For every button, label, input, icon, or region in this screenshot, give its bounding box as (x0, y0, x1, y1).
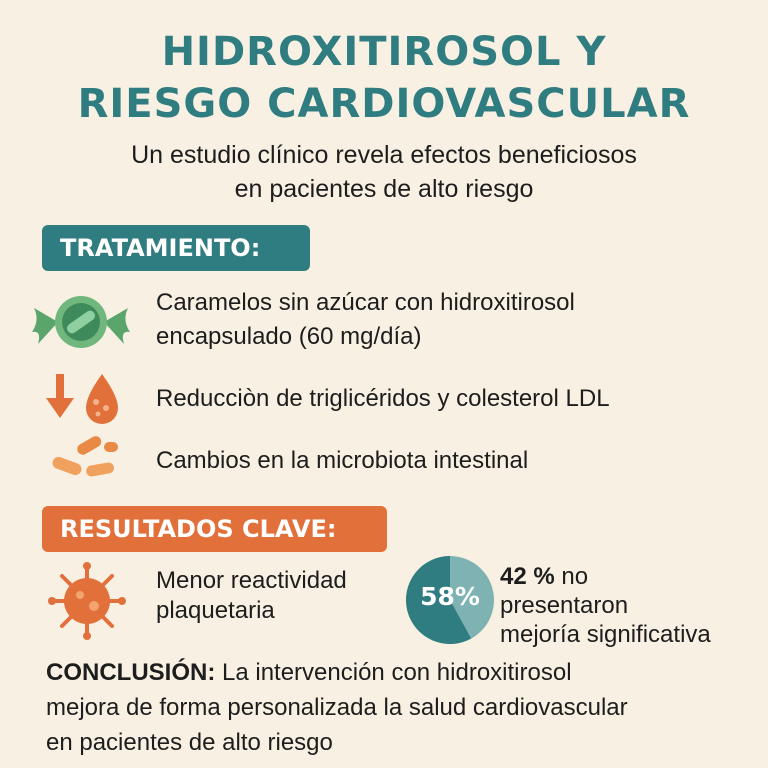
treatment-heading: TRATAMIENTO: (42, 225, 310, 271)
results-heading: RESULTADOS CLAVE: (42, 506, 387, 552)
conclusion-text-2: mejora de forma personalizada la salud cardiovascular (46, 694, 628, 721)
treatment-item-microbiota (156, 444, 528, 478)
result-platelet-line2: plaquetaria (156, 597, 275, 624)
stat-value: 42 % (500, 563, 555, 590)
treatment-item-lipids-line1: Reducciòn de triglicéridos y colesterol LDL (156, 385, 610, 412)
stat-text-1: no (554, 563, 589, 590)
conclusion-text-3: en pacientes de alto riesgo (46, 729, 333, 756)
platelet-icon (48, 562, 126, 640)
subtitle-line-1: Un estudio clínico revela efectos beneficiosos (131, 141, 637, 169)
page-title (0, 26, 768, 130)
conclusion (46, 655, 746, 760)
stat-text-3: mejoría significativa (500, 621, 711, 648)
page-subtitle (0, 138, 768, 206)
conclusion-text-1: La intervención con hidroxitirosol (215, 659, 572, 686)
treatment-item-candy (156, 286, 575, 354)
stat-text-2: presentaron (500, 592, 629, 619)
title-line-1: HIDROXITIROSOL Y (161, 29, 607, 75)
title-line-2: RIESGO CARDIOVASCULAR (77, 81, 691, 127)
treatment-item-lipids (156, 382, 610, 416)
result-stat (500, 562, 760, 649)
conclusion-label: CONCLUSIÓN: (46, 659, 216, 686)
result-platelet-line1: Menor reactividad (156, 567, 347, 594)
treatment-item-candy-line2: encapsulado (60 mg/día) (156, 323, 422, 350)
candy-icon (28, 286, 134, 360)
treatment-item-candy-line1: Caramelos sin azúcar con hidroxitirosol (156, 289, 575, 316)
pie-label: 58% (420, 582, 480, 611)
subtitle-line-2: en pacientes de alto riesgo (234, 175, 534, 203)
bacteria-icon (46, 432, 126, 488)
decrease-drop-icon (40, 370, 132, 426)
result-platelet (156, 566, 347, 626)
treatment-item-microbiota-line1: Cambios en la microbiota intestinal (156, 447, 529, 474)
